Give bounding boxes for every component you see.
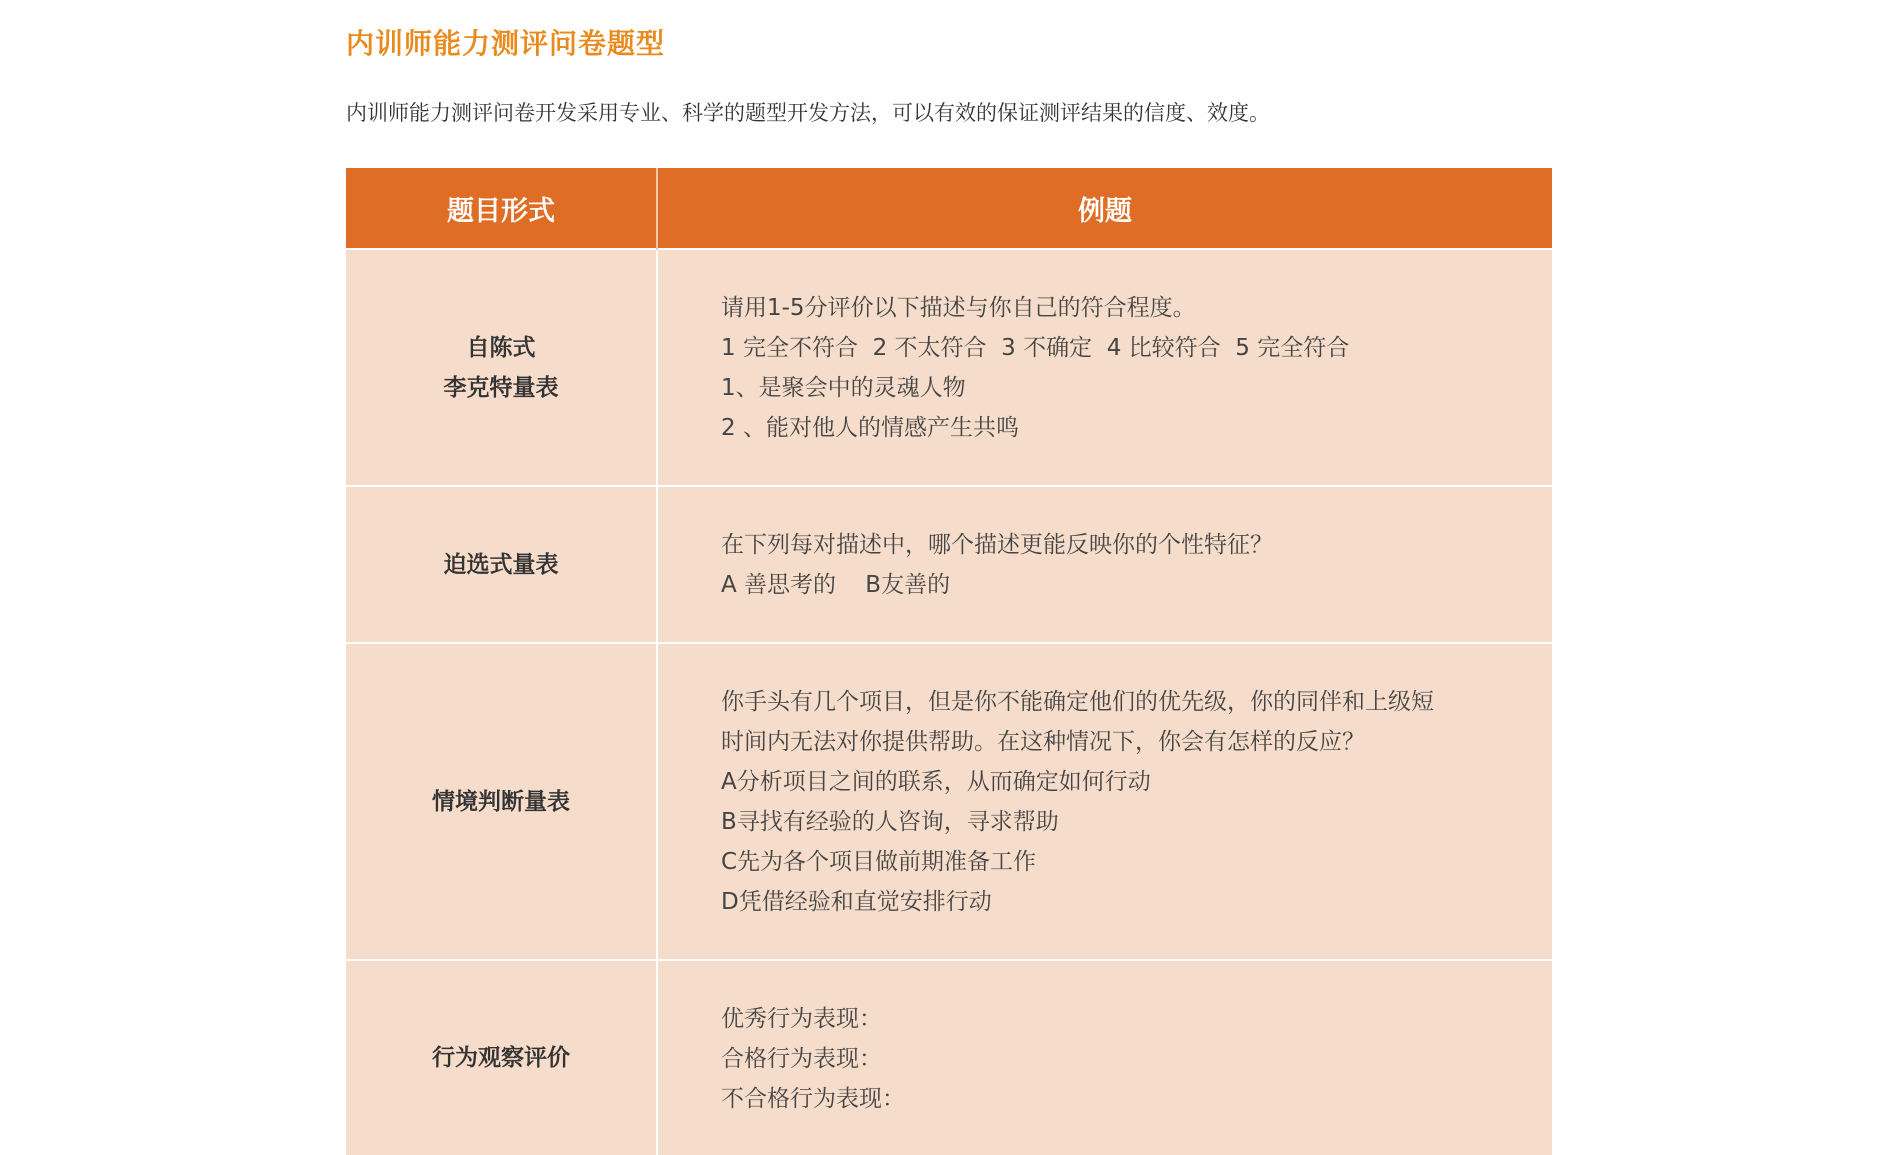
row-type-behavior-observation (346, 960, 657, 1155)
header-example: 例题 (657, 168, 1552, 249)
type-label: 行为观察评价 (432, 1045, 570, 1071)
example-line: 2 、能对他人的情感产生共鸣 (721, 415, 1019, 441)
example-line: 1 完全不符合 2 不太符合 3 不确定 4 比较符合 5 完全符合 (721, 335, 1350, 361)
example-line: B寻找有经验的人咨询，寻求帮助 (721, 809, 1059, 835)
type-label: 情境判断量表 (432, 788, 570, 815)
row-example-forced-choice (657, 486, 1552, 643)
type-label: 李克特量表 (443, 374, 559, 401)
row-example-self-report (657, 249, 1552, 486)
row-type-forced-choice (346, 486, 657, 643)
row-example-situational-judgment (657, 643, 1552, 960)
example-line: 合格行为表现： (721, 1045, 882, 1072)
intro-text: 内训师能力测评问卷开发采用专业、科学的题型开发方法，可以有效的保证测评结果的信度、效度。 (346, 101, 1270, 125)
example-line: 优秀行为表现： (721, 1005, 882, 1032)
table-row (346, 249, 1552, 486)
question-type-table (346, 168, 1552, 1155)
example-line: 1、是聚会中的灵魂人物 (721, 375, 966, 401)
example-line: 你手头有几个项目，但是你不能确定他们的优先级，你的同伴和上级短 (721, 689, 1434, 715)
example-line: D凭借经验和直觉安排行动 (721, 889, 992, 915)
example-line: A 善思考的 B友善的 (721, 572, 951, 598)
header-question-format: 题目形式 (346, 168, 657, 249)
type-label: 自陈式 (466, 334, 536, 361)
example-line: A分析项目之间的联系，从而确定如何行动 (721, 769, 1151, 795)
example-line: 时间内无法对你提供帮助。在这种情况下，你会有怎样的反应？ (721, 729, 1365, 755)
type-label: 迫选式量表 (443, 551, 559, 578)
table-header-row (346, 168, 1552, 249)
example-line: 请用1-5分评价以下描述与你自己的符合程度。 (721, 295, 1196, 321)
row-example-behavior-observation (657, 960, 1552, 1155)
table-row (346, 960, 1552, 1155)
example-line: 不合格行为表现： (721, 1085, 905, 1112)
page-title: 内训师能力测评问卷题型 (346, 27, 666, 60)
table-row (346, 643, 1552, 960)
row-type-situational-judgment (346, 643, 657, 960)
row-type-self-report (346, 249, 657, 486)
example-line: C先为各个项目做前期准备工作 (721, 849, 1037, 875)
table-row (346, 486, 1552, 643)
example-line: 在下列每对描述中，哪个描述更能反映你的个性特征？ (721, 532, 1273, 558)
